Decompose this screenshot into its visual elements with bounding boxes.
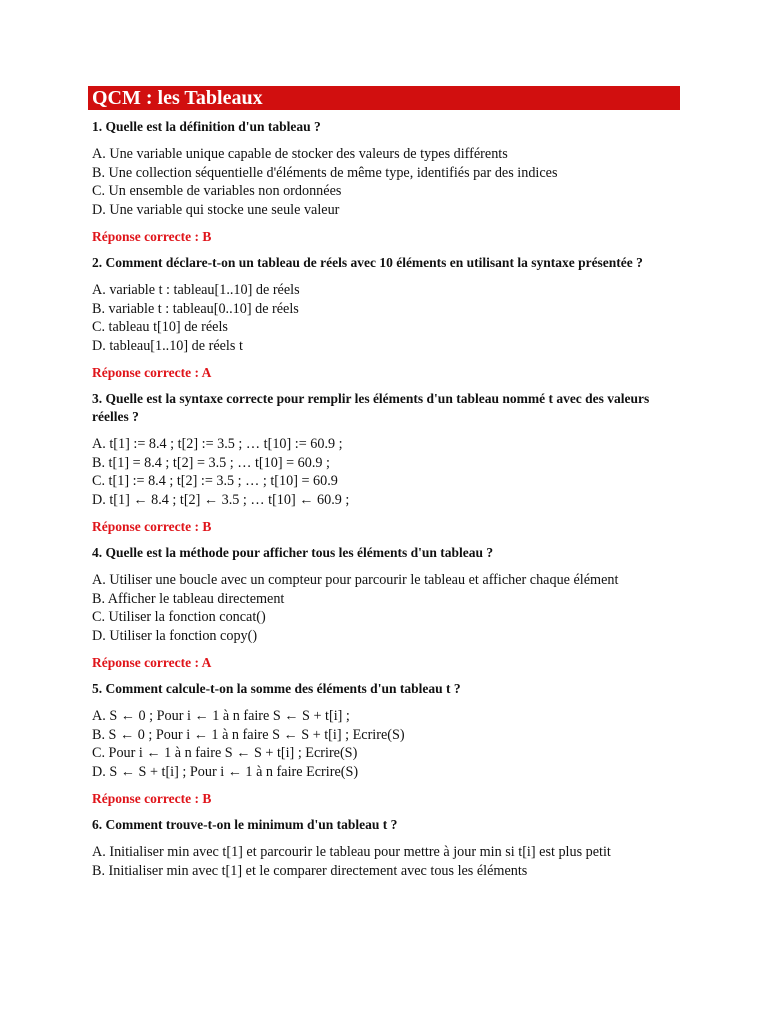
option-list bbox=[92, 707, 682, 781]
option-item: D. tableau[1..10] de réels t bbox=[92, 337, 243, 354]
option-list bbox=[92, 571, 682, 645]
option-item: C. Un ensemble de variables non ordonnées bbox=[92, 183, 342, 199]
question-text: 1. Quelle est la définition d'un tableau ? bbox=[92, 119, 321, 134]
correct-answer: Réponse correcte : A bbox=[92, 655, 212, 670]
option-item: B. S ← 0 ; Pour i ← 1 à n faire S ← S + t[i] ; Ecrire(S) bbox=[92, 726, 405, 743]
option-list bbox=[92, 145, 682, 219]
option-item: C. Utiliser la fonction concat() bbox=[92, 609, 266, 625]
question-text: 3. Quelle est la syntaxe correcte pour remplir les éléments d'un tableau nommé t avec des valeurs réelles ? bbox=[92, 391, 650, 424]
option-item: C. Pour i ← 1 à n faire S ← S + t[i] ; Ecrire(S) bbox=[92, 745, 358, 761]
question-text: 4. Quelle est la méthode pour afficher tous les éléments d'un tableau ? bbox=[92, 545, 494, 560]
question-block bbox=[92, 680, 682, 808]
correct-answer: Réponse correcte : B bbox=[92, 229, 212, 244]
question-block bbox=[92, 544, 682, 672]
page-title: QCM : les Tableaux bbox=[88, 86, 680, 110]
option-item: A. t[1] := 8.4 ; t[2] := 3.5 ; … t[10] := 60.9 ; bbox=[92, 436, 343, 452]
option-item: A. S ← 0 ; Pour i ← 1 à n faire S ← S + t[i] ; bbox=[92, 708, 350, 724]
question-block bbox=[92, 118, 682, 246]
option-item: A. variable t : tableau[1..10] de réels bbox=[92, 282, 300, 298]
option-item: A. Initialiser min avec t[1] et parcourir le tableau pour mettre à jour min si t[i] est plus petit bbox=[92, 844, 611, 860]
option-item: C. t[1] := 8.4 ; t[2] := 3.5 ; … ; t[10] = 60.9 bbox=[92, 473, 338, 489]
question-block bbox=[92, 390, 682, 536]
option-list bbox=[92, 435, 682, 509]
option-item: A. Une variable unique capable de stocker des valeurs de types différents bbox=[92, 146, 508, 162]
question-block bbox=[92, 816, 682, 880]
option-item: B. Une collection séquentielle d'éléments de même type, identifiés par des indices bbox=[92, 164, 558, 181]
question-text: 6. Comment trouve-t-on le minimum d'un tableau t ? bbox=[92, 817, 398, 832]
option-item: D. Utiliser la fonction copy() bbox=[92, 627, 258, 644]
option-item: B. variable t : tableau[0..10] de réels bbox=[92, 300, 299, 317]
option-item: D. t[1] ← 8.4 ; t[2] ← 3.5 ; … t[10] ← 60.9 ; bbox=[92, 491, 350, 508]
option-item: D. S ← S + t[i] ; Pour i ← 1 à n faire Ecrire(S) bbox=[92, 763, 359, 780]
option-list bbox=[92, 843, 682, 880]
option-item: B. t[1] = 8.4 ; t[2] = 3.5 ; … t[10] = 60.9 ; bbox=[92, 454, 330, 471]
option-item: C. tableau t[10] de réels bbox=[92, 319, 228, 335]
option-item: B. Afficher le tableau directement bbox=[92, 590, 285, 607]
correct-answer: Réponse correcte : A bbox=[92, 365, 212, 380]
option-list bbox=[92, 281, 682, 355]
option-item: B. Initialiser min avec t[1] et le comparer directement avec tous les éléments bbox=[92, 862, 528, 879]
question-text: 5. Comment calcule-t-on la somme des éléments d'un tableau t ? bbox=[92, 681, 461, 696]
question-block bbox=[92, 254, 682, 382]
option-item: A. Utiliser une boucle avec un compteur pour parcourir le tableau et afficher chaque élément bbox=[92, 572, 619, 588]
option-item: D. Une variable qui stocke une seule valeur bbox=[92, 201, 340, 218]
question-list bbox=[92, 118, 682, 880]
question-text: 2. Comment déclare-t-on un tableau de réels avec 10 éléments en utilisant la syntaxe présentée ? bbox=[92, 255, 643, 270]
correct-answer: Réponse correcte : B bbox=[92, 519, 212, 534]
correct-answer: Réponse correcte : B bbox=[92, 791, 212, 806]
